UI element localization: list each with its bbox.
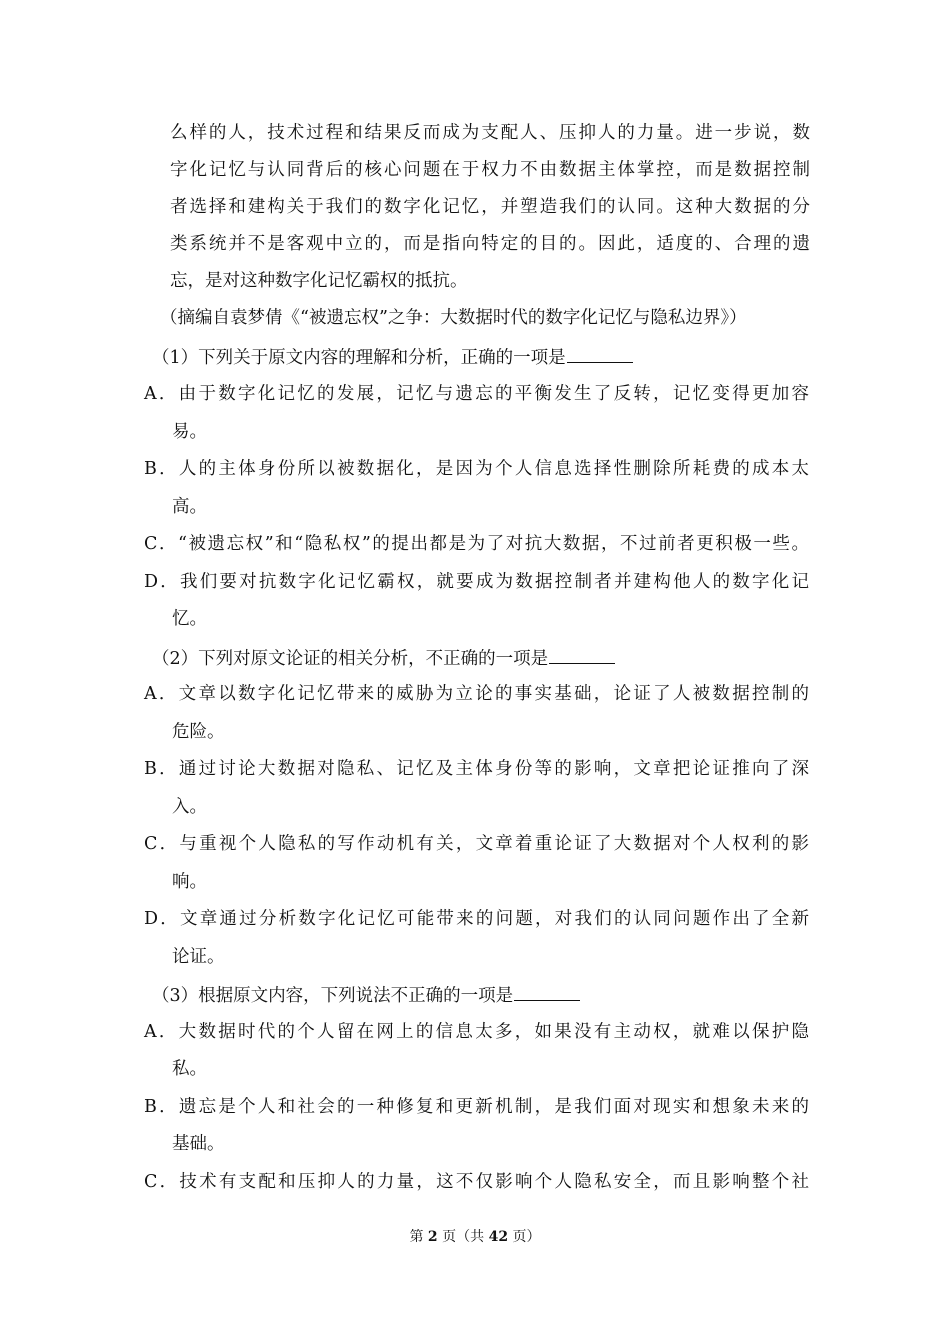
answer-blank: [567, 344, 633, 363]
option-continuation: 论证。: [172, 947, 225, 967]
option-line: D．我们要对抗数字化记忆霸权，就要成为数据控制者并建构他人的数字化记: [144, 572, 809, 592]
option-continuation: 忆。: [172, 609, 207, 629]
passage-line: 忘，是对这种数字化记忆霸权的抵抗。: [170, 271, 468, 291]
option-line: A．文章以数字化记忆带来的威胁为立论的事实基础，论证了人被数据控制的: [144, 684, 809, 704]
answer-blank: [549, 645, 615, 664]
option-line: C．与重视个人隐私的写作动机有关，文章着重论证了大数据对个人权利的影: [144, 834, 809, 854]
footer-middle: 页（共: [442, 1229, 485, 1245]
passage-source: （摘编自袁梦倩《“被遗忘权”之争：大数据时代的数字化记忆与隐私边界》）: [160, 308, 747, 328]
option-line: A．由于数字化记忆的发展，记忆与遗忘的平衡发生了反转，记忆变得更加容: [144, 384, 809, 404]
passage-line: 么样的人，技术过程和结果反而成为支配人、压抑人的力量。进一步说，数: [170, 123, 810, 143]
option-line: A．大数据时代的个人留在网上的信息太多，如果没有主动权，就难以保护隐: [144, 1022, 809, 1042]
option-line: C．技术有支配和压抑人的力量，这不仅影响个人隐私安全，而且影响整个社: [144, 1172, 809, 1192]
page-footer: [0, 1227, 950, 1247]
option-continuation: 入。: [172, 797, 207, 817]
option-line: C．“被遗忘权”和“隐私权”的提出都是为了对抗大数据，不过前者更积极一些。: [144, 534, 809, 554]
passage-line: 类系统并不是客观中立的，而是指向特定的目的。因此，适度的、合理的遗: [170, 234, 810, 254]
page-number: 2: [427, 1229, 438, 1245]
option-continuation: 危险。: [172, 722, 225, 742]
option-line: B．遗忘是个人和社会的一种修复和更新机制，是我们面对现实和想象未来的: [144, 1097, 809, 1117]
answer-blank: [514, 982, 580, 1001]
option-continuation: 易。: [172, 422, 207, 442]
passage-line: 者选择和建构关于我们的数字化记忆，并塑造我们的认同。这种大数据的分: [170, 197, 810, 217]
option-continuation: 私。: [172, 1059, 207, 1079]
option-continuation: 基础。: [172, 1134, 225, 1154]
page-total: 42: [488, 1229, 509, 1245]
passage-line: 字化记忆与认同背后的核心问题在于权力不由数据主体掌控，而是数据控制: [170, 160, 810, 180]
question-stem-3: （3）根据原文内容，下列说法不正确的一项是: [152, 982, 580, 1008]
footer-prefix: 第: [409, 1229, 424, 1245]
option-line: D．文章通过分析数字化记忆可能带来的问题，对我们的认同问题作出了全新: [144, 909, 809, 929]
option-continuation: 高。: [172, 497, 207, 517]
option-continuation: 响。: [172, 872, 207, 892]
question-stem-1: （1）下列关于原文内容的理解和分析，正确的一项是: [152, 344, 633, 370]
option-line: B．人的主体身份所以被数据化，是因为个人信息选择性删除所耗费的成本太: [144, 459, 809, 479]
footer-suffix: 页）: [512, 1229, 541, 1245]
option-line: B．通过讨论大数据对隐私、记忆及主体身份等的影响，文章把论证推向了深: [144, 759, 809, 779]
question-stem-2: （2）下列对原文论证的相关分析，不正确的一项是: [152, 645, 615, 671]
